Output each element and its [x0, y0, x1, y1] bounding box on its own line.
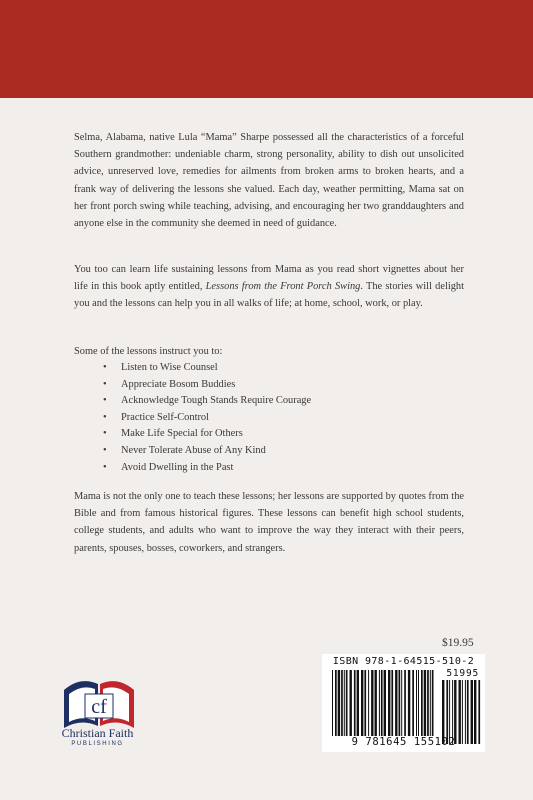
barcode-bar — [332, 670, 333, 736]
paragraph-2-tail: . The stories will delight you and the lessons can help you in all walks of life; at home, school, work, or play. — [74, 281, 465, 310]
bullet: • — [103, 395, 107, 407]
lesson-text: Acknowledge Tough Stands Require Courage — [121, 395, 312, 407]
barcode-supplement-bar — [454, 680, 456, 744]
description-paragraph-2 — [74, 261, 464, 313]
book-title: Lessons from the Front Porch Swing — [205, 281, 361, 293]
barcode-supplement-bar — [465, 680, 466, 744]
barcode-bar — [424, 670, 426, 736]
publisher-name: Christian Faith — [61, 726, 134, 740]
barcode-bar — [418, 670, 419, 736]
lessons-intro: Some of the lessons instruct you to: — [74, 346, 223, 357]
barcode-supplement-bar — [449, 680, 450, 744]
list-item — [103, 410, 311, 427]
paragraph-2-lead: You too can learn life sustaining lessons from Mama as you read short vignettes about her life in this book aptly entitled, — [74, 264, 464, 293]
barcode-supplement-bar — [446, 680, 448, 744]
bullet: • — [103, 444, 107, 456]
list-item — [103, 460, 311, 477]
bullet: • — [103, 428, 107, 440]
barcode-bar — [354, 670, 356, 736]
barcode-bar — [346, 670, 348, 736]
barcode-number: 9 781645 155102 — [351, 736, 456, 748]
barcode-bar — [395, 670, 397, 736]
isbn-barcode — [322, 654, 485, 752]
barcode-bar — [408, 670, 410, 736]
barcode-supplement-bar — [467, 680, 469, 744]
barcode-bar — [338, 670, 340, 736]
bullet: • — [103, 461, 107, 473]
barcode-bar — [399, 670, 401, 736]
lesson-text: Practice Self-Control — [121, 411, 210, 423]
list-item — [103, 443, 311, 460]
barcode-bar — [357, 670, 359, 736]
barcode-supplement-bar — [462, 680, 463, 744]
barcode-supplement-bar — [452, 680, 453, 744]
barcode-bar — [421, 670, 423, 736]
barcode-bar — [412, 670, 414, 736]
description-paragraph-1: Selma, Alabama, native Lula “Mama” Sharpe possessed all the characteristics of a forceful Southern grandmother: undeniable charm, strong personality, ability to dish out unsolicited advice, unreserved love, remedies for ailments from broken arms to broken hearts, and a frank way of delivering the lessons she valued. Each day, weather permitting, Mama sat on her front porch swing while teaching, advising, and encouraging her two granddaughters and anyone else in the community she deemed in need of guidance. — [74, 132, 464, 230]
list-item — [103, 426, 311, 443]
lesson-text: Make Life Special for Others — [121, 428, 243, 440]
top-color-band — [0, 0, 533, 98]
list-item — [103, 377, 311, 394]
lesson-text: Appreciate Bosom Buddies — [121, 378, 236, 390]
barcode-supplement-bar — [478, 680, 480, 744]
lesson-text: Listen to Wise Counsel — [121, 362, 218, 373]
barcode-bar — [341, 670, 343, 736]
barcode-bar — [391, 670, 393, 736]
barcode-supplement-bar — [474, 680, 476, 744]
barcode-bar — [364, 670, 366, 736]
barcode-bar — [404, 670, 406, 736]
barcode-supplement-bar — [471, 680, 473, 744]
barcode-bar — [430, 670, 431, 736]
list-item — [103, 360, 311, 377]
lesson-text: Avoid Dwelling in the Past — [121, 461, 234, 473]
bullet: • — [103, 378, 107, 390]
barcode-bar — [384, 670, 386, 736]
isbn-text: ISBN 978-1-64515-510-2 — [332, 656, 475, 667]
publisher-subtitle: PUBLISHING — [71, 741, 124, 747]
barcode-bar — [335, 670, 337, 736]
barcode-bar — [361, 670, 363, 736]
lesson-text: Never Tolerate Abuse of Any Kind — [121, 444, 266, 456]
bullet: • — [103, 362, 107, 373]
barcode-bar — [381, 670, 383, 736]
barcode-bar — [379, 670, 380, 736]
barcode-supplement-bar — [442, 680, 444, 744]
barcode-bar — [427, 670, 429, 736]
barcode-bar — [371, 670, 373, 736]
barcode-bar — [388, 670, 390, 736]
barcode-bar — [401, 670, 402, 736]
description-paragraph-4: Mama is not the only one to teach these lessons; her lessons are supported by quotes from the Bible and from famous historical figures. These lessons can benefit high school students, college students, and adults who want to improve the way they interact with their peers, parents, spouses, bosses, coworkers, and strangers. — [74, 491, 464, 554]
lessons-list — [103, 360, 311, 476]
barcode-bar — [350, 670, 352, 736]
barcode-bar — [432, 670, 434, 736]
logo-monogram: cf — [91, 696, 107, 718]
supplement-number: 51995 — [446, 668, 479, 679]
price-label: $19.95 — [442, 637, 474, 649]
barcode-bar — [375, 670, 377, 736]
barcode-bar — [368, 670, 369, 736]
bullet: • — [103, 411, 107, 423]
barcode-bar — [344, 670, 345, 736]
list-item — [103, 393, 311, 410]
barcode-bar — [416, 670, 417, 736]
barcode-supplement-bar — [459, 680, 461, 744]
